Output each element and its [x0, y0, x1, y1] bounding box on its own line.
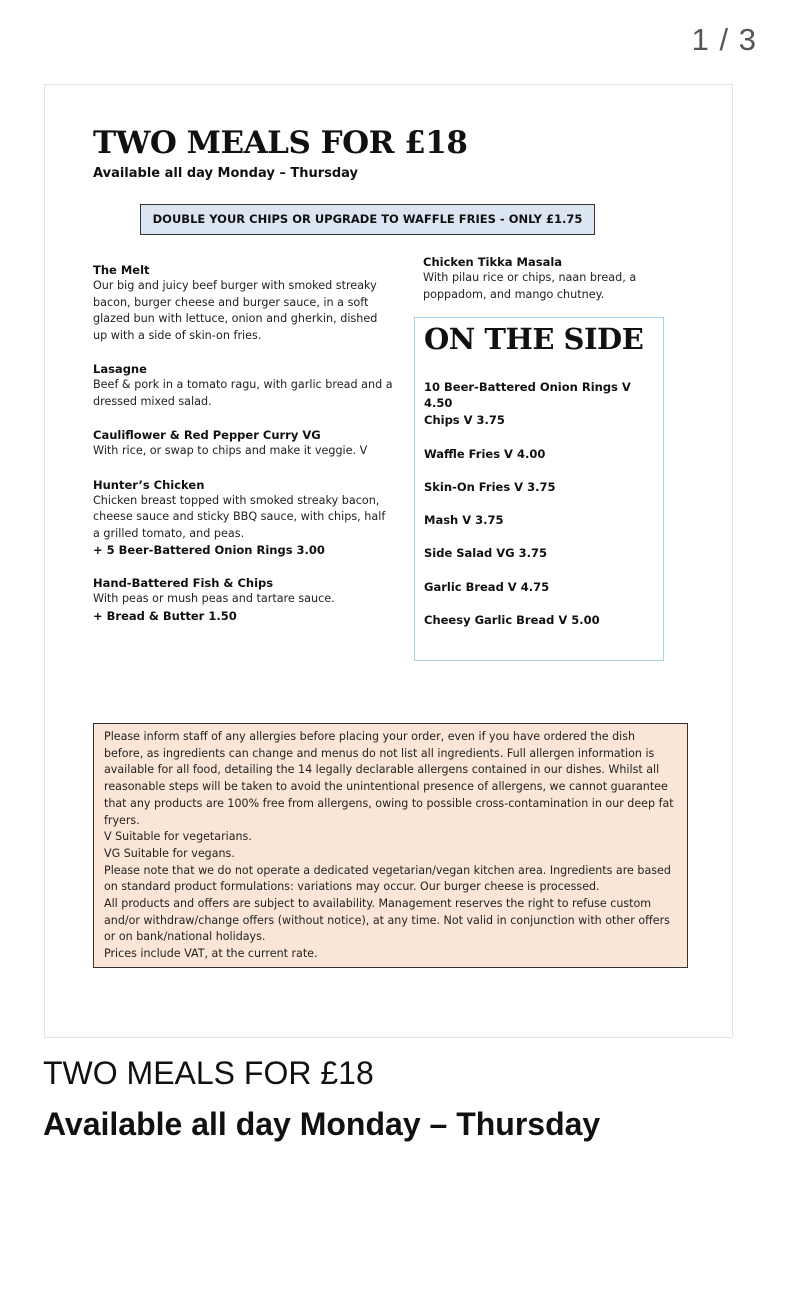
meal-name: Hunter’s Chicken — [93, 477, 205, 492]
allergen-notice — [93, 723, 688, 968]
meal-description: Our big and juicy beef burger with smoked streaky bacon, burger cheese and burger sauce, in a soft glazed bun with lettuce, onion and gherkin, dished up with a side of skin-on fries. — [93, 279, 378, 342]
meal-description: Beef & pork in a tomato ragu, with garlic bread and a dressed mixed salad. — [93, 378, 393, 408]
side-item: Waffle Fries V 4.00 — [424, 446, 546, 461]
meal-addon: + Bread & Butter 1.50 — [93, 608, 237, 623]
caption-title: TWO MEALS FOR £18 — [43, 1055, 374, 1091]
sides-title: ON THE SIDE — [424, 322, 644, 356]
offer-banner: DOUBLE YOUR CHIPS OR UPGRADE TO WAFFLE FRIES - ONLY £1.75 — [140, 204, 595, 235]
side-item: 10 Beer-Battered Onion Rings V 4.50 — [424, 380, 631, 410]
meal-list — [93, 262, 393, 641]
menu-title: TWO MEALS FOR £18 — [93, 125, 468, 161]
meal-item — [93, 262, 393, 344]
meal-name: Cauliflower & Red Pepper Curry VG — [93, 428, 321, 442]
menu-subtitle: Available all day Monday – Thursday — [93, 166, 359, 181]
side-item: Mash V 3.75 — [424, 513, 504, 528]
meal-description: Chicken breast topped with smoked streaky bacon, cheese sauce and sticky BBQ sauce, with chips, half a grilled tomato, and peas. — [93, 493, 386, 540]
vegan-key: VG Suitable for vegans. — [104, 846, 235, 860]
meal-item — [93, 477, 393, 559]
menu-page — [44, 84, 733, 1038]
meal-name: Chicken Tikka Masala — [423, 255, 563, 269]
meal-name: The Melt — [93, 263, 150, 277]
side-item: Skin-On Fries V 3.75 — [424, 479, 556, 494]
side-item: Side Salad VG 3.75 — [424, 546, 547, 561]
availability-note: All products and offers are subject to availability. Management reserves the right to refuse custom and/or withdraw/change offers (without notice), at any time. Not valid in conjunction with other offers or on bank/national holidays. — [104, 897, 670, 944]
meal-description: With rice, or swap to chips and make it veggie. V — [93, 444, 368, 457]
allergen-text: Please inform staff of any allergies before placing your order, even if you have ordered the dish before, as ingredients can change and menus do not list all ingredients. Full allergen information is available for all food, detailing the 14 legally declarable allergens contained in our dishes. Whilst all reasonable steps will be taken to avoid the unintentional presence of allergens, we cannot guarantee that any products are 100% free from allergens, owing to possible cross-contamination in our deep fat fryers. — [104, 730, 674, 827]
meal-item — [93, 575, 393, 624]
side-item: Cheesy Garlic Bread V 5.00 — [424, 613, 600, 628]
meal-addon: + 5 Beer-Battered Onion Rings 3.00 — [93, 543, 325, 557]
meal-item — [93, 361, 393, 410]
side-item: Garlic Bread V 4.75 — [424, 579, 550, 594]
side-item: Chips V 3.75 — [424, 413, 505, 428]
sides-list — [424, 379, 654, 645]
meal-item — [93, 427, 393, 460]
meal-description: With peas or mush peas and tartare sauce. — [93, 592, 335, 605]
kitchen-note: Please note that we do not operate a dedicated vegetarian/vegan kitchen area. Ingredients are based on standard product formulations: variations may occur. Our burger cheese is processed. — [104, 863, 671, 894]
sides-panel — [414, 317, 664, 661]
vat-note: Prices include VAT, at the current rate. — [104, 947, 318, 961]
caption-subtitle: Available all day Monday – Thursday — [43, 1106, 601, 1142]
page-counter: 1 / 3 — [691, 22, 757, 57]
vegetarian-key: V Suitable for vegetarians. — [104, 830, 252, 844]
meal-name: Hand-Battered Fish & Chips — [93, 576, 274, 590]
meal-description: With pilau rice or chips, naan bread, a poppadom, and mango chutney. — [423, 271, 637, 301]
meal-item-tikka — [423, 254, 673, 303]
meal-name: Lasagne — [93, 362, 147, 376]
